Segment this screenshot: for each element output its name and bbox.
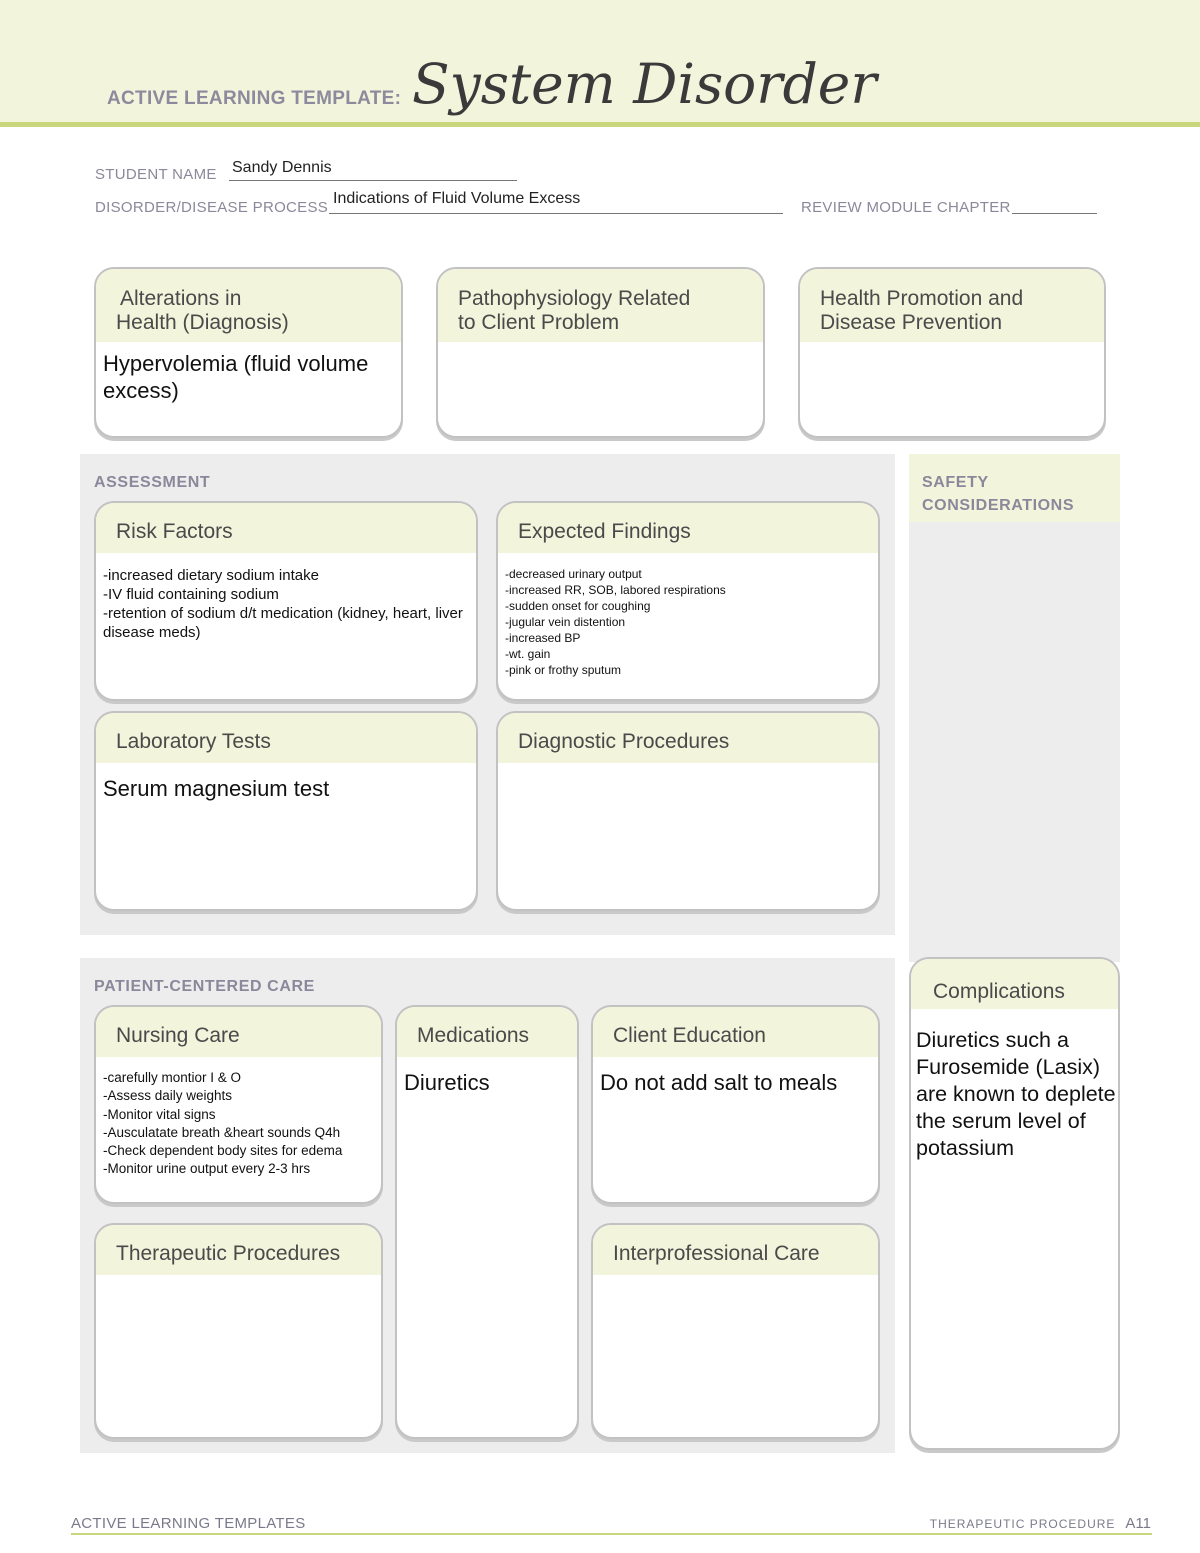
health-promotion-title-line1: Health Promotion and (820, 287, 1024, 310)
alterations-in-health-box (94, 267, 403, 438)
student-name-field[interactable]: Sandy Dennis (232, 159, 332, 176)
risk-factors-title: Risk Factors (96, 503, 476, 553)
client-education-content[interactable]: Do not add salt to meals (600, 1070, 838, 1095)
risk-factors-content[interactable] (96, 553, 476, 642)
template-label: ACTIVE LEARNING TEMPLATE: (107, 88, 402, 109)
disorder-label: DISORDER/DISEASE PROCESS (95, 199, 329, 216)
nursing-line: -Check dependent body sites for edema (103, 1143, 343, 1159)
footer-right (930, 1515, 1151, 1532)
interprofessional-care-content[interactable] (593, 1275, 878, 1283)
expected-findings-title: Expected Findings (498, 503, 878, 553)
pathophysiology-box (436, 267, 765, 438)
health-promotion-header (800, 269, 1104, 342)
review-module-field[interactable] (1012, 213, 1097, 214)
expected-findings-content[interactable] (498, 553, 878, 678)
health-promotion-box (798, 267, 1106, 438)
disorder-underline (329, 213, 783, 214)
diagnostic-procedures-content[interactable] (498, 763, 878, 771)
nursing-line: -Ausculatate breath &heart sounds Q4h (103, 1124, 341, 1140)
student-name-label: STUDENT NAME (95, 166, 217, 183)
student-name-underline (229, 180, 517, 181)
nursing-line: -Monitor vital signs (103, 1106, 216, 1122)
finding-line: -decreased urinary output (505, 567, 642, 581)
diagnostic-procedures-title: Diagnostic Procedures (498, 713, 878, 763)
therapeutic-procedures-title: Therapeutic Procedures (96, 1225, 381, 1275)
pathophysiology-content[interactable] (438, 342, 763, 350)
patient-care-label: PATIENT-CENTERED CARE (94, 978, 315, 995)
finding-line: -sudden onset for coughing (505, 599, 651, 613)
disorder-field[interactable]: Indications of Fluid Volume Excess (333, 190, 581, 207)
client-education-title: Client Education (593, 1007, 878, 1057)
risk-factor-line: -IV fluid containing sodium (103, 586, 279, 603)
nursing-line: -Assess daily weights (103, 1088, 233, 1104)
interprofessional-care-box (591, 1223, 880, 1439)
finding-line: -increased RR, SOB, labored respirations (505, 583, 726, 597)
nursing-care-title: Nursing Care (96, 1007, 381, 1057)
therapeutic-procedures-content[interactable] (96, 1275, 381, 1283)
finding-line: -wt. gain (505, 647, 551, 661)
footer-section: THERAPEUTIC PROCEDURE (929, 1517, 1116, 1531)
safety-label (922, 471, 1074, 517)
finding-line: -increased BP (505, 631, 581, 645)
safety-label-line2: CONSIDERATIONS (922, 497, 1075, 514)
client-education-box (591, 1005, 880, 1204)
footer-rule (71, 1533, 1152, 1535)
health-promotion-content[interactable] (800, 342, 1104, 350)
complications-content[interactable]: Diuretics such a Furosemide (Lasix) are known to deplete the serum level of potassium (916, 1028, 1116, 1160)
page-number: A11 (1125, 1515, 1151, 1532)
footer-left: ACTIVE LEARNING TEMPLATES (71, 1515, 306, 1532)
expected-findings-box (496, 501, 880, 701)
alterations-title-line2: Health (Diagnosis) (116, 311, 289, 334)
page-title: System Disorder (412, 52, 877, 116)
complications-title: Complications (911, 959, 1118, 1009)
pathophysiology-header (438, 269, 763, 342)
laboratory-tests-box (94, 711, 478, 911)
alterations-content[interactable]: Hypervolemia (fluid volume excess) (103, 351, 369, 403)
laboratory-tests-content[interactable]: Serum magnesium test (103, 776, 330, 801)
alterations-header (96, 269, 401, 342)
nursing-care-box (94, 1005, 383, 1204)
laboratory-tests-title: Laboratory Tests (96, 713, 476, 763)
pathophysiology-title-line2: to Client Problem (458, 311, 620, 334)
assessment-label: ASSESSMENT (94, 474, 211, 491)
review-module-label: REVIEW MODULE CHAPTER (801, 199, 1011, 216)
nursing-line: -carefully montior I & O (103, 1070, 242, 1085)
medications-box (395, 1005, 579, 1439)
risk-factor-line: -increased dietary sodium intake (103, 567, 319, 584)
medications-content[interactable]: Diuretics (404, 1070, 490, 1095)
finding-line: -jugular vein distention (505, 615, 626, 629)
header-rule (0, 122, 1200, 127)
complications-box (909, 957, 1120, 1450)
safety-label-line1: SAFETY (922, 474, 989, 491)
finding-line: -pink or frothy sputum (505, 663, 622, 677)
diagnostic-procedures-box (496, 711, 880, 911)
pathophysiology-title-line1: Pathophysiology Related (458, 287, 691, 310)
nursing-line: -Monitor urine output every 2-3 hrs (103, 1161, 311, 1177)
risk-factors-box (94, 501, 478, 701)
risk-factor-line: -retention of sodium d/t medication (kidney, heart, liver disease meds) (103, 605, 463, 641)
health-promotion-title-line2: Disease Prevention (820, 311, 1003, 334)
therapeutic-procedures-box (94, 1223, 383, 1439)
alterations-title-line1: Alterations in (120, 287, 242, 310)
safety-panel (909, 454, 1120, 962)
interprofessional-care-title: Interprofessional Care (593, 1225, 878, 1275)
medications-title: Medications (397, 1007, 577, 1057)
nursing-care-content[interactable] (96, 1057, 381, 1179)
